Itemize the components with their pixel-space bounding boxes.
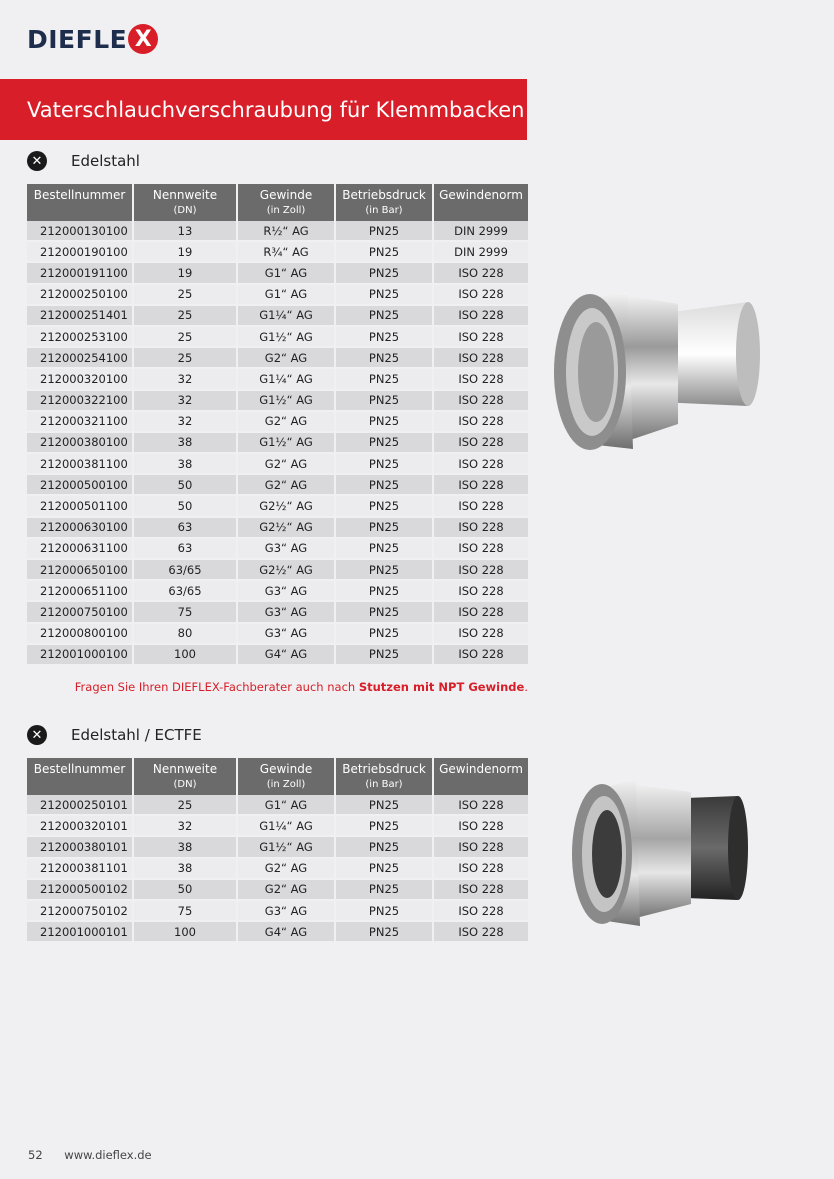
page-number: 52 [28,1148,43,1162]
table-row [27,879,528,900]
cell-betriebsdruck: PN25 [335,453,433,474]
table-row [27,623,528,644]
cell-nennweite: 19 [133,262,237,283]
cell-betriebsdruck: PN25 [335,305,433,326]
logo-x-icon: X [128,24,158,54]
cell-bestellnummer: 212000631100 [27,538,133,559]
cell-betriebsdruck: PN25 [335,517,433,538]
cell-betriebsdruck: PN25 [335,879,433,900]
cell-gewinde: G3“ AG [237,900,335,921]
table-row [27,432,528,453]
cell-nennweite: 63/65 [133,580,237,601]
cell-betriebsdruck: PN25 [335,815,433,836]
cell-bestellnummer: 212000250100 [27,284,133,305]
cell-gewindenorm: ISO 228 [433,644,528,665]
cell-betriebsdruck: PN25 [335,858,433,879]
cell-nennweite: 13 [133,221,237,241]
cell-bestellnummer: 212000191100 [27,262,133,283]
cell-gewindenorm: ISO 228 [433,432,528,453]
header-gewindenorm: Gewindenorm [433,184,528,221]
cell-gewinde: G3“ AG [237,601,335,622]
cell-gewindenorm: ISO 228 [433,326,528,347]
cell-gewinde: G1“ AG [237,284,335,305]
table-row [27,580,528,601]
cell-gewindenorm: ISO 228 [433,815,528,836]
fitting-image-edelstahl [548,284,772,460]
cell-betriebsdruck: PN25 [335,390,433,411]
dieflex-logo [27,22,158,56]
table-row [27,474,528,495]
cell-nennweite: 25 [133,326,237,347]
cell-bestellnummer: 212000320100 [27,368,133,389]
cell-nennweite: 25 [133,305,237,326]
table-row [27,858,528,879]
page-footer [28,1148,170,1162]
cell-gewinde: G2“ AG [237,858,335,879]
header-betriebsdruck: Betriebsdruck (in Bar) [335,184,433,221]
cell-nennweite: 32 [133,390,237,411]
cell-gewinde: G2½“ AG [237,495,335,516]
cell-nennweite: 38 [133,858,237,879]
cell-betriebsdruck: PN25 [335,921,433,942]
cell-bestellnummer: 212000250101 [27,795,133,815]
cell-gewindenorm: DIN 2999 [433,241,528,262]
cell-gewinde: G1“ AG [237,795,335,815]
table-row [27,390,528,411]
cell-nennweite: 63 [133,538,237,559]
spec-table-ectfe [27,758,528,943]
cell-gewinde: G3“ AG [237,580,335,601]
section-header-edelstahl-ectfe [27,725,202,745]
cell-bestellnummer: 212000500100 [27,474,133,495]
section-title: Edelstahl / ECTFE [71,726,202,744]
cell-gewinde: G1½“ AG [237,836,335,857]
cell-gewinde: G1½“ AG [237,390,335,411]
cell-nennweite: 50 [133,474,237,495]
cell-gewindenorm: ISO 228 [433,347,528,368]
cell-bestellnummer: 212000254100 [27,347,133,368]
cell-betriebsdruck: PN25 [335,538,433,559]
cell-bestellnummer: 212000130100 [27,221,133,241]
header-gewindenorm: Gewindenorm [433,758,528,795]
cell-gewinde: G2½“ AG [237,559,335,580]
cell-bestellnummer: 212000800100 [27,623,133,644]
cell-nennweite: 75 [133,601,237,622]
header-bestellnummer: Bestellnummer [27,758,133,795]
npt-note: Fragen Sie Ihren DIEFLEX-Fachberater auch nach Stutzen mit NPT Gewinde. [74,680,528,694]
cell-betriebsdruck: PN25 [335,432,433,453]
cell-nennweite: 50 [133,495,237,516]
cell-gewinde: G1¼“ AG [237,368,335,389]
header-gewinde: Gewinde (in Zoll) [237,184,335,221]
cell-nennweite: 25 [133,347,237,368]
table-row [27,453,528,474]
cell-gewindenorm: ISO 228 [433,368,528,389]
cell-gewinde: G4“ AG [237,644,335,665]
cell-gewindenorm: ISO 228 [433,900,528,921]
x-bullet-icon: ✕ [27,725,47,745]
cell-gewindenorm: ISO 228 [433,305,528,326]
cell-nennweite: 25 [133,284,237,305]
cell-gewindenorm: ISO 228 [433,858,528,879]
cell-gewindenorm: ISO 228 [433,411,528,432]
cell-betriebsdruck: PN25 [335,326,433,347]
fitting-image-ectfe [566,770,758,936]
table-row [27,836,528,857]
cell-gewinde: R¾“ AG [237,241,335,262]
table-row [27,284,528,305]
cell-nennweite: 38 [133,453,237,474]
cell-gewinde: G2½“ AG [237,517,335,538]
table-row [27,559,528,580]
table-row [27,326,528,347]
cell-bestellnummer: 212000750100 [27,601,133,622]
cell-bestellnummer: 212000253100 [27,326,133,347]
cell-gewindenorm: ISO 228 [433,495,528,516]
cell-gewindenorm: ISO 228 [433,453,528,474]
cell-bestellnummer: 212000381101 [27,858,133,879]
cell-gewinde: G2“ AG [237,453,335,474]
cell-nennweite: 63 [133,517,237,538]
cell-nennweite: 38 [133,836,237,857]
cell-bestellnummer: 212000322100 [27,390,133,411]
cell-nennweite: 63/65 [133,559,237,580]
website-url: www.dieflex.de [64,1148,152,1162]
cell-gewindenorm: ISO 228 [433,262,528,283]
cell-nennweite: 100 [133,921,237,942]
cell-gewindenorm: DIN 2999 [433,221,528,241]
header-gewinde: Gewinde (in Zoll) [237,758,335,795]
cell-gewindenorm: ISO 228 [433,538,528,559]
cell-gewindenorm: ISO 228 [433,474,528,495]
cell-gewindenorm: ISO 228 [433,836,528,857]
cell-gewindenorm: ISO 228 [433,601,528,622]
cell-nennweite: 32 [133,411,237,432]
cell-betriebsdruck: PN25 [335,836,433,857]
table-row [27,305,528,326]
table-row [27,538,528,559]
cell-betriebsdruck: PN25 [335,580,433,601]
cell-bestellnummer: 212000630100 [27,517,133,538]
cell-gewinde: G3“ AG [237,538,335,559]
cell-gewinde: G1¼“ AG [237,815,335,836]
cell-bestellnummer: 212000381100 [27,453,133,474]
table-row [27,221,528,241]
cell-nennweite: 25 [133,795,237,815]
cell-betriebsdruck: PN25 [335,900,433,921]
cell-bestellnummer: 212000321100 [27,411,133,432]
cell-gewindenorm: ISO 228 [433,580,528,601]
table-row [27,411,528,432]
cell-betriebsdruck: PN25 [335,368,433,389]
cell-betriebsdruck: PN25 [335,284,433,305]
cell-gewindenorm: ISO 228 [433,879,528,900]
page-title: Vaterschlauchverschraubung für Klemmbacken [27,97,525,122]
cell-betriebsdruck: PN25 [335,644,433,665]
cell-nennweite: 50 [133,879,237,900]
cell-bestellnummer: 212000500102 [27,879,133,900]
cell-bestellnummer: 212000380101 [27,836,133,857]
title-banner [0,79,527,140]
cell-gewinde: G3“ AG [237,623,335,644]
header-bestellnummer: Bestellnummer [27,184,133,221]
cell-gewinde: G2“ AG [237,347,335,368]
cell-betriebsdruck: PN25 [335,411,433,432]
cell-bestellnummer: 212000651100 [27,580,133,601]
table-row [27,495,528,516]
cell-betriebsdruck: PN25 [335,347,433,368]
section-title: Edelstahl [71,152,140,170]
cell-nennweite: 80 [133,623,237,644]
table-row [27,347,528,368]
cell-nennweite: 32 [133,815,237,836]
cell-bestellnummer: 212000501100 [27,495,133,516]
cell-gewinde: R½“ AG [237,221,335,241]
cell-gewinde: G2“ AG [237,411,335,432]
cell-gewindenorm: ISO 228 [433,921,528,942]
cell-nennweite: 100 [133,644,237,665]
header-nennweite: Nennweite (DN) [133,758,237,795]
table-row [27,517,528,538]
cell-betriebsdruck: PN25 [335,623,433,644]
cell-betriebsdruck: PN25 [335,601,433,622]
cell-bestellnummer: 212000190100 [27,241,133,262]
header-betriebsdruck: Betriebsdruck (in Bar) [335,758,433,795]
cell-gewindenorm: ISO 228 [433,284,528,305]
cell-betriebsdruck: PN25 [335,559,433,580]
cell-gewinde: G4“ AG [237,921,335,942]
cell-gewindenorm: ISO 228 [433,559,528,580]
cell-gewinde: G1“ AG [237,262,335,283]
cell-nennweite: 32 [133,368,237,389]
cell-betriebsdruck: PN25 [335,221,433,241]
table-row [27,815,528,836]
cell-bestellnummer: 212000320101 [27,815,133,836]
cell-betriebsdruck: PN25 [335,262,433,283]
spec-table-edelstahl [27,184,528,666]
cell-gewindenorm: ISO 228 [433,795,528,815]
table-row [27,241,528,262]
table-row [27,795,528,815]
cell-bestellnummer: 212000251401 [27,305,133,326]
table-row [27,900,528,921]
cell-gewinde: G2“ AG [237,879,335,900]
cell-nennweite: 75 [133,900,237,921]
cell-nennweite: 19 [133,241,237,262]
section-header-edelstahl [27,151,140,171]
table-row [27,644,528,665]
cell-betriebsdruck: PN25 [335,241,433,262]
cell-gewinde: G1½“ AG [237,432,335,453]
cell-bestellnummer: 212000380100 [27,432,133,453]
cell-gewindenorm: ISO 228 [433,517,528,538]
npt-note-bold: Stutzen mit NPT Gewinde [358,680,525,694]
x-bullet-icon: ✕ [27,151,47,171]
cell-bestellnummer: 212000650100 [27,559,133,580]
cell-betriebsdruck: PN25 [335,474,433,495]
header-nennweite: Nennweite (DN) [133,184,237,221]
cell-nennweite: 38 [133,432,237,453]
cell-gewindenorm: ISO 228 [433,390,528,411]
cell-betriebsdruck: PN25 [335,495,433,516]
cell-bestellnummer: 212001000101 [27,921,133,942]
cell-bestellnummer: 212000750102 [27,900,133,921]
cell-gewinde: G1¼“ AG [237,305,335,326]
cell-betriebsdruck: PN25 [335,795,433,815]
cell-bestellnummer: 212001000100 [27,644,133,665]
cell-gewinde: G1½“ AG [237,326,335,347]
cell-gewindenorm: ISO 228 [433,623,528,644]
logo-text: DIEFLE [27,24,128,54]
table-row [27,921,528,942]
cell-gewinde: G2“ AG [237,474,335,495]
table-row [27,601,528,622]
table-row [27,368,528,389]
table-row [27,262,528,283]
